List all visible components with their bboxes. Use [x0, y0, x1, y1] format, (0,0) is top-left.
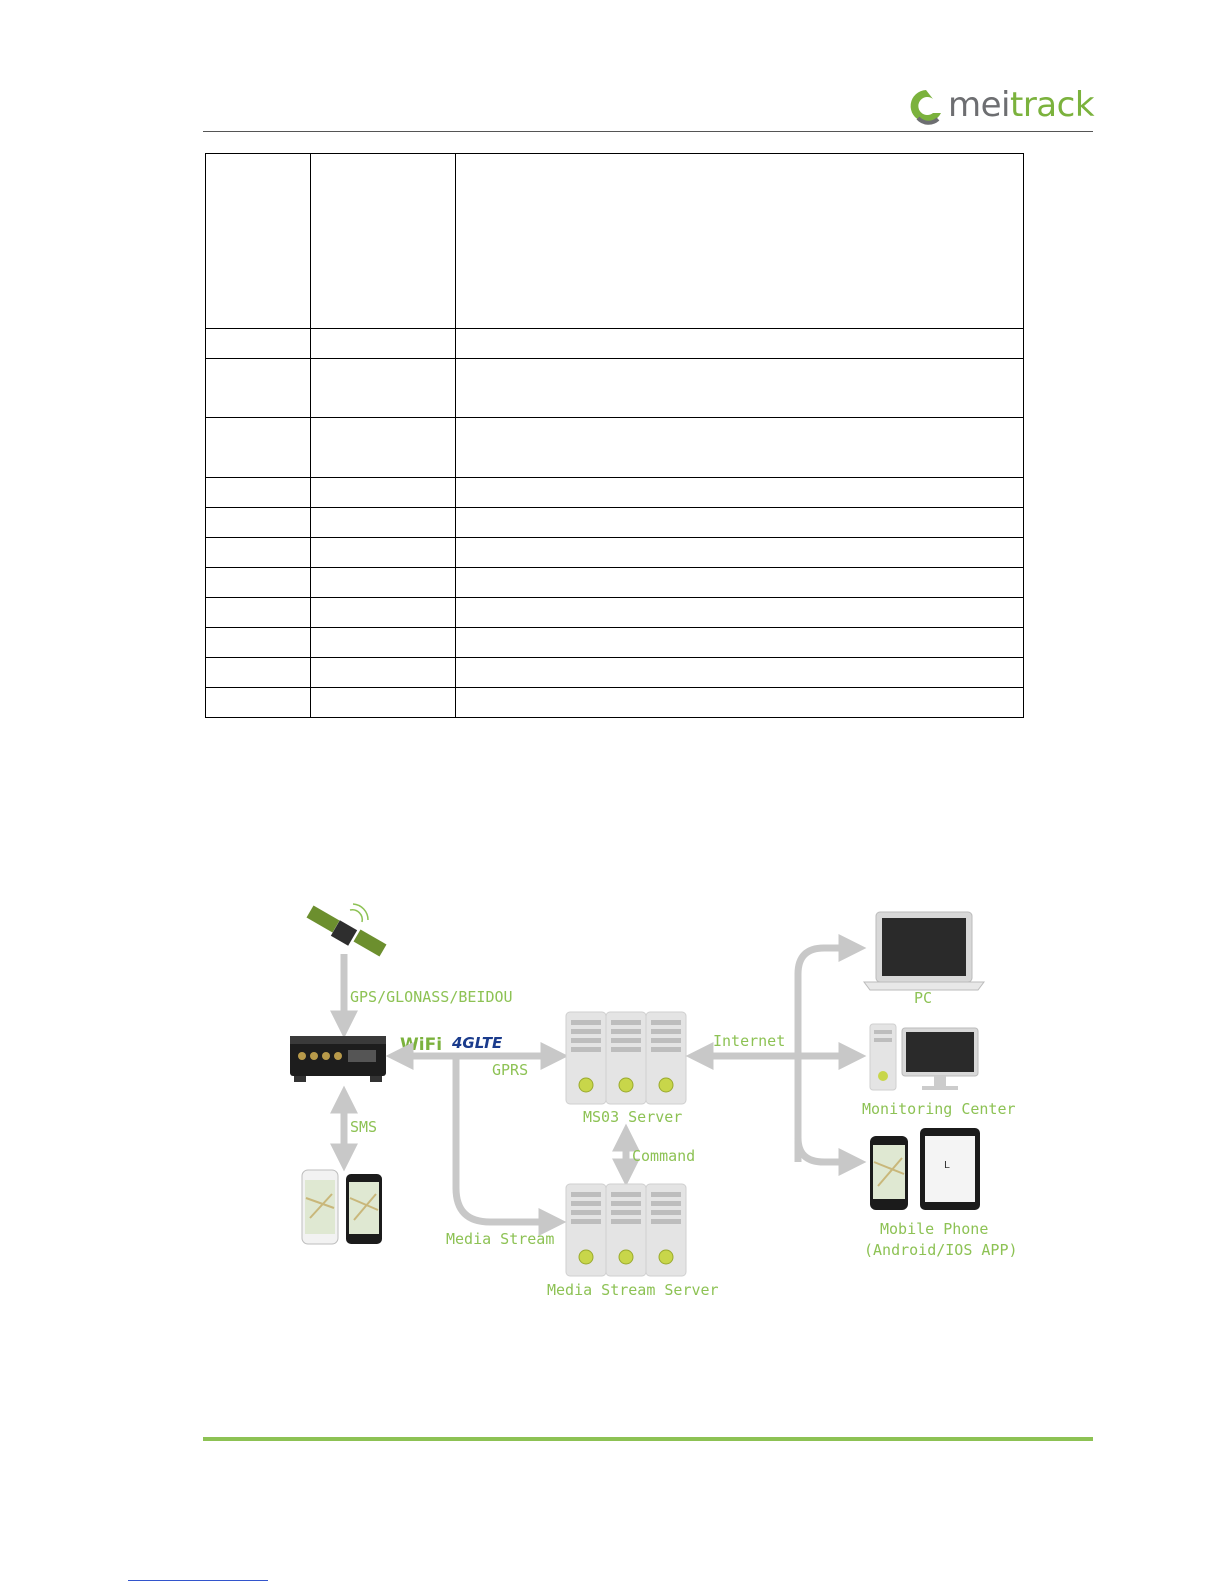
table-cell: [456, 628, 1024, 658]
table-cell: [311, 154, 456, 329]
media-server-label: Media Stream Server: [547, 1281, 719, 1299]
internet-branch-arrow: [798, 1138, 858, 1162]
system-architecture-diagram: [270, 898, 1050, 1308]
table-cell: [456, 154, 1024, 329]
internet-label: Internet: [713, 1032, 786, 1050]
table-cell: [206, 418, 311, 478]
table-cell: [206, 154, 311, 329]
gps-label: GPS/GLONASS/BEIDOU: [350, 988, 513, 1006]
media-stream-label: Media Stream: [446, 1230, 555, 1248]
table-cell: [311, 628, 456, 658]
command-label: Command: [632, 1147, 696, 1165]
table-cell: [206, 359, 311, 418]
table-cell: [311, 688, 456, 718]
logo-text-track: track: [1009, 85, 1095, 125]
table-cell: [456, 478, 1024, 508]
table-cell: [456, 418, 1024, 478]
table-row: [206, 478, 1024, 508]
footer-rule: [203, 1437, 1093, 1441]
table-row: [206, 538, 1024, 568]
table-cell: [206, 688, 311, 718]
table-cell: [311, 418, 456, 478]
wifi-label: WiFi: [400, 1035, 443, 1055]
table-cell: [311, 598, 456, 628]
logo-text-mei: mei: [948, 85, 1010, 125]
media-stream-arrow: [456, 1058, 558, 1222]
table-cell: [456, 658, 1024, 688]
table-row: [206, 154, 1024, 329]
mobile-os-label: (Android/IOS APP): [864, 1241, 1018, 1259]
table-cell: [311, 359, 456, 418]
svg-text:L: L: [944, 1160, 950, 1171]
table-cell: [206, 508, 311, 538]
table-cell: [311, 538, 456, 568]
logo-wordmark: [948, 85, 1094, 125]
table-cell: [311, 478, 456, 508]
table-cell: [206, 478, 311, 508]
table-row: [206, 688, 1024, 718]
meitrack-logo: [906, 85, 1095, 128]
logo-mark-icon: [906, 86, 946, 128]
table-cell: [206, 658, 311, 688]
table-cell: [206, 628, 311, 658]
table-cell: [456, 508, 1024, 538]
table-row: [206, 628, 1024, 658]
monitoring-label: Monitoring Center: [862, 1100, 1016, 1118]
sms-label: SMS: [350, 1118, 378, 1136]
table-cell: [311, 658, 456, 688]
table-row: [206, 329, 1024, 359]
table-cell: [456, 329, 1024, 359]
laptop-icon: [864, 912, 984, 990]
table-cell: [206, 568, 311, 598]
table-row: [206, 598, 1024, 628]
table-row: [206, 508, 1024, 538]
table-cell: [311, 508, 456, 538]
server-icon: [566, 1184, 686, 1276]
table-row: [206, 359, 1024, 418]
smartphone-icon: [302, 1170, 382, 1244]
spec-table: [205, 153, 1024, 718]
table-cell: [456, 359, 1024, 418]
gprs-label: GPRS: [492, 1061, 529, 1079]
server-icon: [566, 1012, 686, 1104]
table-cell: [206, 598, 311, 628]
footer-link-underline: [128, 1580, 268, 1581]
tablet-icon: [870, 1128, 980, 1210]
mobile-label: Mobile Phone: [880, 1220, 989, 1238]
mdvr-device-icon: [290, 1036, 386, 1082]
ms03-label: MS03 Server: [583, 1108, 683, 1126]
pc-label: PC: [914, 989, 933, 1007]
table-row: [206, 418, 1024, 478]
satellite-icon: [307, 904, 387, 957]
desktop-monitor-icon: [870, 1024, 978, 1090]
table-cell: [206, 538, 311, 568]
table-cell: [456, 538, 1024, 568]
table-row: [206, 658, 1024, 688]
header-rule: [203, 131, 1093, 132]
table-row: [206, 568, 1024, 598]
table-cell: [311, 568, 456, 598]
table-cell: [311, 329, 456, 359]
table-cell: [456, 688, 1024, 718]
lte-label: 4GLTE: [452, 1034, 503, 1052]
table-cell: [206, 329, 311, 359]
table-cell: [456, 598, 1024, 628]
table-cell: [456, 568, 1024, 598]
